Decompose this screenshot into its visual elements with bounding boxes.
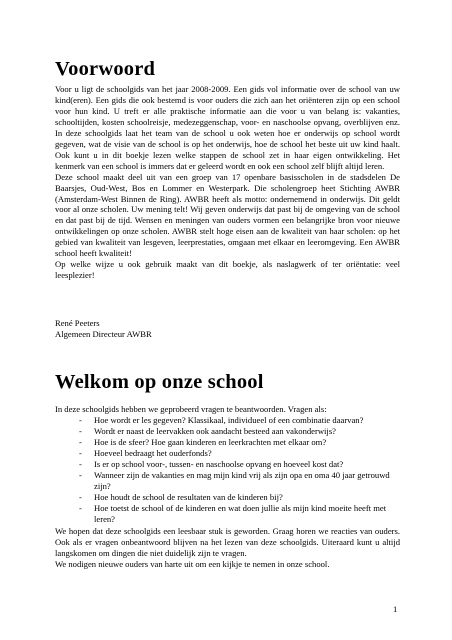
- list-marker: -: [79, 491, 82, 502]
- heading-voorwoord: Voorwoord: [55, 58, 156, 80]
- list-item: [55, 492, 400, 503]
- question-text: Hoe wordt er les gegeven? Klassikaal, individueel of een combinatie daarvan?: [94, 415, 364, 425]
- list-item: [55, 426, 400, 437]
- question-text: Hoeveel bedraagt het ouderfonds?: [94, 447, 212, 458]
- question-text: Hoe toetst de school of de kinderen en wat doen jullie als mijn kind moeite heeft met leren?: [94, 502, 387, 524]
- question-list: [55, 415, 400, 525]
- list-item: [55, 437, 400, 448]
- question-text: Hoe houdt de school de resultaten van de kinderen bij?: [94, 491, 283, 502]
- list-marker: -: [79, 447, 82, 458]
- outro-paragraph: We hopen dat deze schoolgids een leesbaar stuk is geworden. Graag horen we reacties van ouders. Ook als er vragen onbeantwoord blijven na het lezen van deze schoolgids. Uiteraard kunt u altijd langskomen om dingen die niet duidelijk zijn te vragen. We nodigen nieuwe ouders van harte uit om een kijkje te nemen in onze school.: [55, 526, 400, 569]
- list-marker: -: [79, 415, 82, 425]
- list-marker: -: [79, 458, 82, 469]
- list-item: [55, 459, 400, 470]
- list-item: [55, 503, 400, 525]
- list-marker: -: [79, 502, 82, 513]
- list-item: [55, 470, 400, 492]
- page-number: 1: [393, 604, 398, 614]
- list-marker: -: [79, 425, 82, 436]
- list-item: [55, 448, 400, 459]
- question-text: Hoe is de sfeer? Hoe gaan kinderen en leerkrachten met elkaar om?: [94, 436, 327, 447]
- question-text: Wordt er naast de leervakken ook aandacht besteed aan vakonderwijs?: [94, 425, 336, 436]
- list-marker: -: [79, 469, 82, 480]
- question-text: Wanneer zijn de vakanties en mag mijn kind vrij als zijn opa en oma 40 jaar getrouwd zijn?: [94, 469, 390, 491]
- signature: René Peeters Algemeen Directeur AWBR: [55, 318, 152, 339]
- question-text: Is er op school voor-, tussen- en naschoolse opvang en hoeveel kost dat?: [94, 458, 344, 469]
- welkom-intro: In deze schoolgids hebben we geprobeerd vragen te beantwoorden. Vragen als:: [55, 404, 327, 414]
- list-item: [55, 415, 400, 426]
- heading-welkom: Welkom op onze school: [55, 371, 264, 393]
- voorwoord-paragraph: Voor u ligt de schoolgids van het jaar 2008-2009. Een gids vol informatie over de school van uw kind(eren). Een gids die ook bestemd is voor ouders die zich aan het oriënteren zijn op een school voor hun kind. U treft er alle praktische informatie aan die voor u van belang is: vakanties, schooltijden, kosten schoolreisje, medezeggenschap, voor- en naschoolse opvang, overblijven enz. In deze schoolgids laat het team van de school u ook weten hoe er onderwijs op school wordt gegeven, wat de visie van de school is op het onderwijs, hoe de school het beste uit uw kind haalt. Ook kunt u in dit boekje lezen welke stappen de school zet in haar eigen ontwikkeling. Het kenmerk van een school is immers dat er geleerd wordt en ook een school zelf blijft altijd leren. Deze school maakt deel uit van een groep van 17 openbare basisscholen in de stadsdelen De Baarsjes, Oud-West, Bos en Lommer en Westerpark. Die scholengroep heet Stichting AWBR (Amsterdam-West Binnen de Ring). AWBR heeft als motto: ondernemend in onderwijs. Dit geldt voor al onze scholen. Uw mening telt! Wij geven onderwijs dat past bij de omgeving van de school en dat past bij de tijd. Wensen en meningen van ouders vormen een belangrijke bron voor nieuwe ontwikkelingen op onze scholen. AWBR stelt hoge eisen aan de kwaliteit van haar scholen: op het gebied van kwaliteit van lesgeven, leerprestaties, omgaan met elkaar en leeromgeving. Een AWBR school heeft kwaliteit! Op welke wijze u ook gebruik maakt van dit boekje, als naslagwerk of ter oriëntatie: veel leesplezier!: [55, 84, 400, 281]
- list-marker: -: [79, 436, 82, 447]
